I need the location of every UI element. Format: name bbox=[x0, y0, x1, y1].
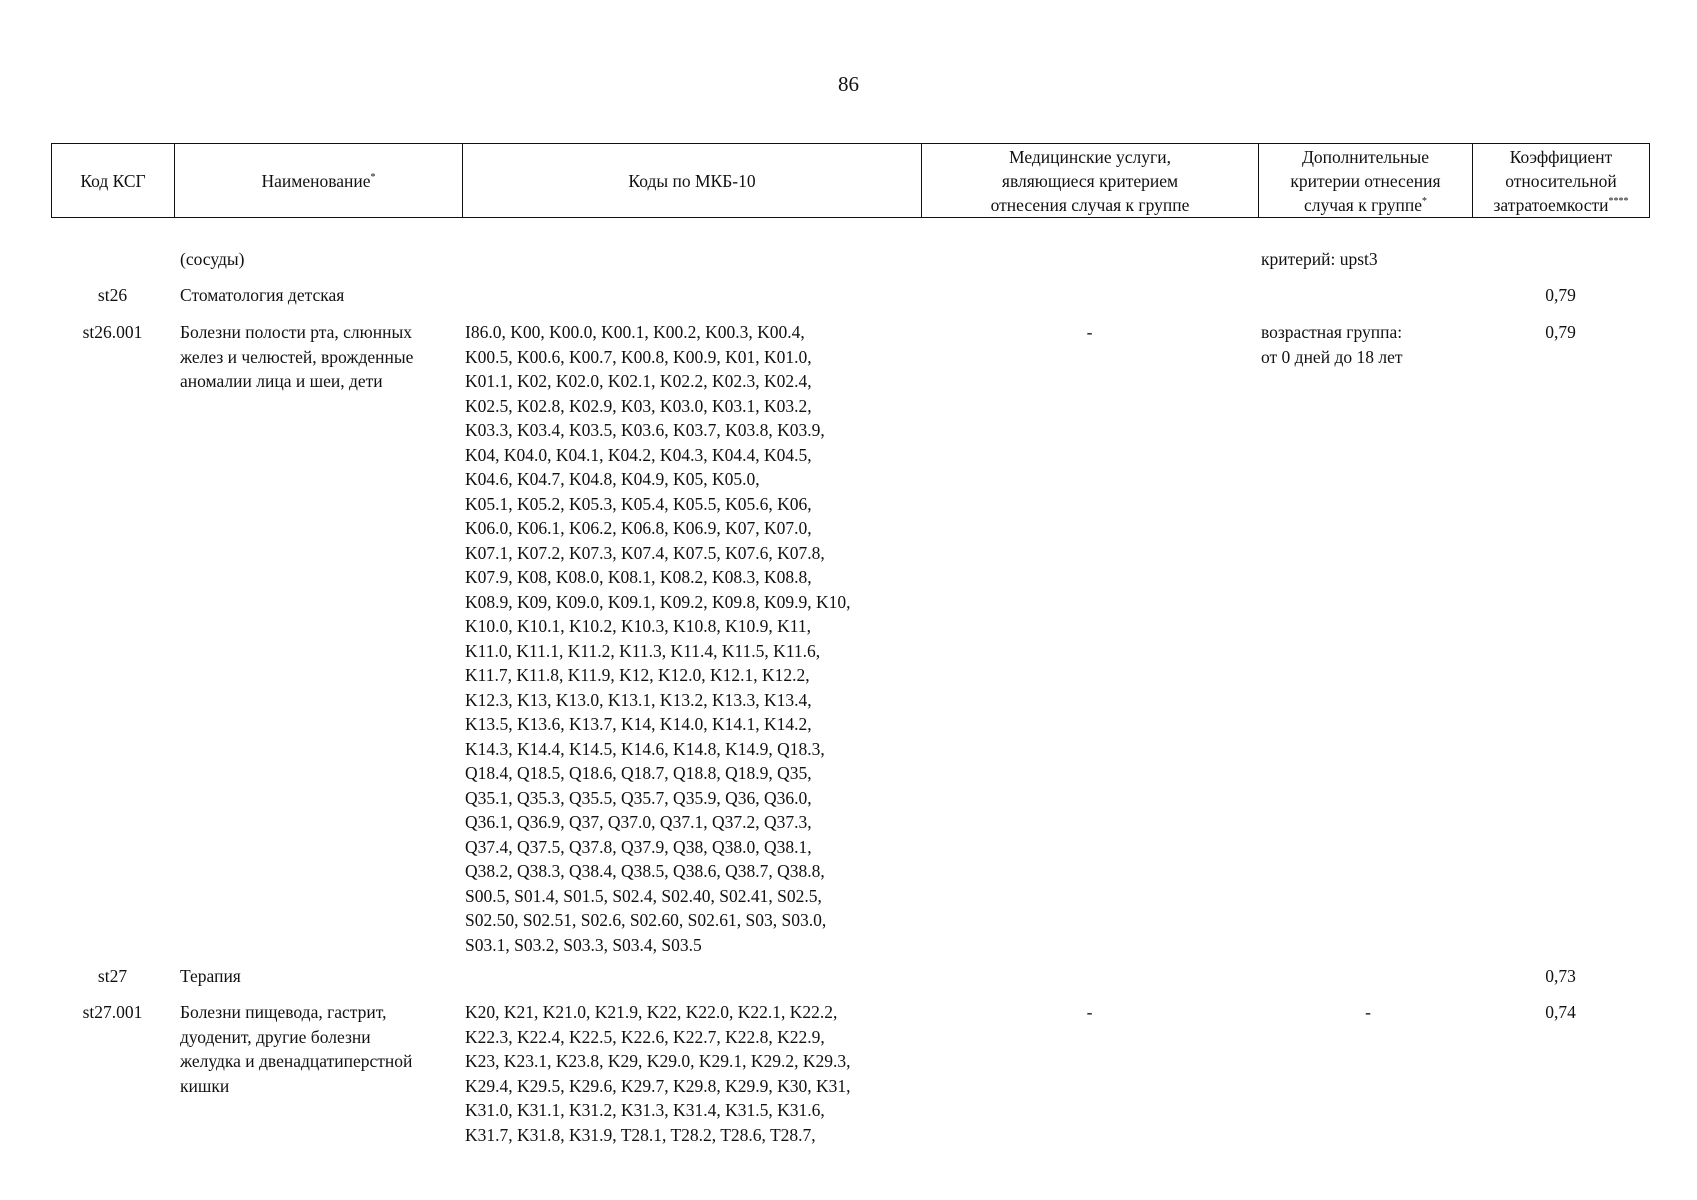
row-code: st26.001 bbox=[82, 322, 143, 342]
row-code: st27 bbox=[97, 966, 128, 986]
header-icd: Коды по МКБ-10 bbox=[463, 144, 922, 218]
row-criteria: - bbox=[1365, 1002, 1371, 1022]
header-name: Наименование* bbox=[175, 144, 463, 218]
row-coef: 0,74 bbox=[1545, 1002, 1576, 1022]
table-header bbox=[51, 143, 1650, 218]
row-coef: 0,79 bbox=[1545, 285, 1576, 305]
footnote-mark: **** bbox=[1608, 195, 1629, 207]
row-code: st27.001 bbox=[82, 1002, 143, 1022]
row-coef: 0,73 bbox=[1545, 966, 1576, 986]
row-code: st26 bbox=[97, 285, 128, 305]
row-name: Болезни полости рта, слюнных желез и челюстей, врожденные аномалии лица и шеи, дети bbox=[180, 322, 414, 391]
header-services: Медицинские услуги, являющиеся критерием отнесения случая к группе bbox=[922, 144, 1259, 218]
page-number: 86 bbox=[838, 72, 859, 96]
row-name: Болезни пищевода, гастрит, дуоденит, другие болезни желудка и двенадцатиперстной кишки bbox=[180, 1002, 413, 1096]
row-criteria: возрастная группа: от 0 дней до 18 лет bbox=[1261, 322, 1403, 367]
row-coef: 0,79 bbox=[1545, 322, 1576, 342]
row-name: Стоматология детская bbox=[180, 285, 345, 305]
header-criteria: Дополнительные критерии отнесения случая к группе* bbox=[1259, 144, 1473, 218]
row-criteria: критерий: upst3 bbox=[1261, 249, 1378, 269]
header-coef: Коэффициент относительной затратоемкости**** bbox=[1473, 144, 1650, 218]
row-icd-codes: K20, K21, K21.0, K21.9, K22, K22.0, K22.1, K22.2, K22.3, K22.4, K22.5, K22.6, K22.7, K22.8, K22.9, K23, K23.1, K23.8, K29, K29.0, K29.1, K29.2, K29.3, K29.4, K29.5, K29.6, K29.7, K29.8, K29.9, K30, K31, K31.0, K31.1, K31.2, K31.3, K31.4, K31.5, K31.6, K31.7, K31.8, K31.9, T28.1, T28.2, T28.6, T28.7, bbox=[465, 1002, 851, 1145]
row-name: (сосуды) bbox=[180, 249, 245, 269]
row-services: - bbox=[1086, 322, 1093, 342]
row-services: - bbox=[1086, 1002, 1093, 1022]
footnote-mark: * bbox=[370, 171, 376, 183]
footnote-mark: * bbox=[1422, 195, 1428, 207]
row-icd-codes: I86.0, K00, K00.0, K00.1, K00.2, K00.3, K00.4, K00.5, K00.6, K00.7, K00.8, K00.9, K01, K01.0, K01.1, K02, K02.0, K02.1, K02.2, K02.3, K02.4, K02.5, K02.8, K02.9, K03, K03.0, K03.1, K03.2, K03.3, K03.4, K03.5, K03.6, K03.7, K03.8, K03.9, K04, K04.0, K04.1, K04.2, K04.3, K04.4, K04.5, K04.6, K04.7, K04.8, K04.9, K05, K05.0, K05.1, K05.2, K05.3, K05.4, K05.5, K05.6, K06, K06.0, K06.1, K06.2, K06.8, K06.9, K07, K07.0, K07.1, K07.2, K07.3, K07.4, K07.5, K07.6, K07.8, K07.9, K08, K08.0, K08.1, K08.2, K08.3, K08.8, K08.9, K09, K09.0, K09.1, K09.2, K09.8, K09.9, K10, K10.0, K10.1, K10.2, K10.3, K10.8, K10.9, K11, K11.0, K11.1, K11.2, K11.3, K11.4, K11.5, K11.6, K11.7, K11.8, K11.9, K12, K12.0, K12.1, K12.2, K12.3, K13, K13.0, K13.1, K13.2, K13.3, K13.4, K13.5, K13.6, K13.7, K14, K14.0, K14.1, K14.2, K14.3, K14.4, K14.5, K14.6, K14.8, K14.9, Q18.3, Q18.4, Q18.5, Q18.6, Q18.7, Q18.8, Q18.9, Q35, Q35.1, Q35.3, Q35.5, Q35.7, Q35.9, Q36, Q36.0, Q36.1, Q36.9, Q37, Q37.0, Q37.1, Q37.2, Q37.3, Q37.4, Q37.5, Q37.8, Q37.9, Q38, Q38.0, Q38.1, Q38.2, Q38.3, Q38.4, Q38.5, Q38.6, Q38.7, Q38.8, S00.5, S01.4, S01.5, S02.4, S02.40, S02.41, S02.5, S02.50, S02.51, S02.6, S02.60, S02.61, S03, S03.0, S03.1, S03.2, S03.3, S03.4, S03.5 bbox=[465, 322, 851, 955]
row-name: Терапия bbox=[180, 966, 241, 986]
header-code: Код КСГ bbox=[52, 144, 175, 218]
